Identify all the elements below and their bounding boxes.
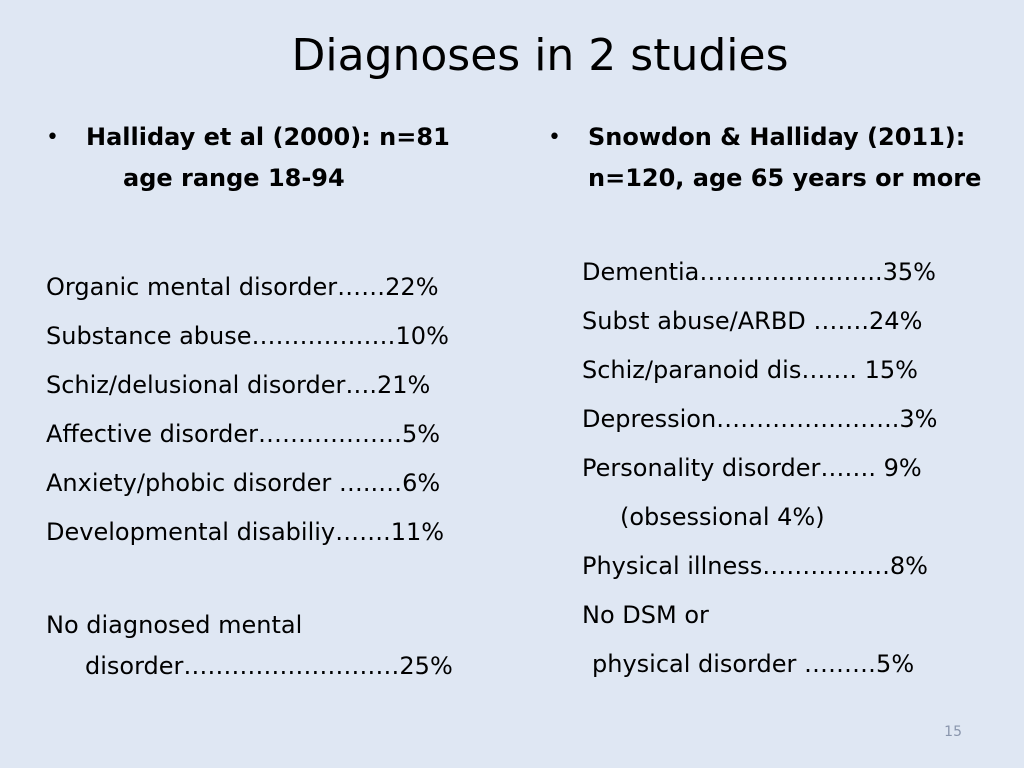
- list-item: No DSM or: [582, 601, 709, 629]
- list-item: (obsessional 4%): [620, 503, 825, 531]
- list-item: Schiz/delusional disorder….21%: [46, 371, 431, 399]
- bullet-icon: •: [46, 125, 59, 150]
- no-diagnosis-line2: disorder………………………25%: [85, 652, 453, 680]
- no-diagnosis-line1: No diagnosed mental: [46, 611, 303, 639]
- left-heading: [46, 117, 536, 158]
- right-heading-line1: Snowdon & Halliday (2011):: [588, 123, 966, 151]
- list-item: physical disorder ………5%: [592, 650, 915, 678]
- slide-number: 15: [944, 724, 962, 740]
- list-item: Depression…………………..3%: [582, 405, 938, 433]
- list-item: Organic mental disorder……22%: [46, 273, 439, 301]
- list-item: Subst abuse/ARBD …….24%: [582, 307, 923, 335]
- list-item: Substance abuse………………10%: [46, 322, 449, 350]
- right-heading-line2: n=120, age 65 years or more: [588, 164, 982, 192]
- left-diagnosis-list: [46, 263, 536, 557]
- list-item: Physical illness…………….8%: [582, 552, 928, 580]
- left-heading-text: Halliday et al (2000): n=81: [86, 123, 450, 151]
- list-item: Dementia…………………..35%: [582, 258, 936, 286]
- list-item: Personality disorder……. 9%: [582, 454, 922, 482]
- left-column: [46, 117, 536, 687]
- no-diagnosis-entry: [46, 605, 536, 687]
- bullet-icon: •: [548, 125, 561, 150]
- right-diagnosis-list: [548, 248, 1018, 689]
- right-heading: [548, 117, 1018, 199]
- right-column: [548, 117, 1018, 689]
- slide-title: Diagnoses in 2 studies: [291, 30, 789, 81]
- list-item: Schiz/paranoid dis……. 15%: [582, 356, 918, 384]
- list-item: Anxiety/phobic disorder …..…6%: [46, 469, 441, 497]
- list-item: Affective disorder………………5%: [46, 420, 441, 448]
- left-subheading: age range 18-94: [123, 164, 345, 192]
- list-item: Developmental disabiliy…….11%: [46, 518, 445, 546]
